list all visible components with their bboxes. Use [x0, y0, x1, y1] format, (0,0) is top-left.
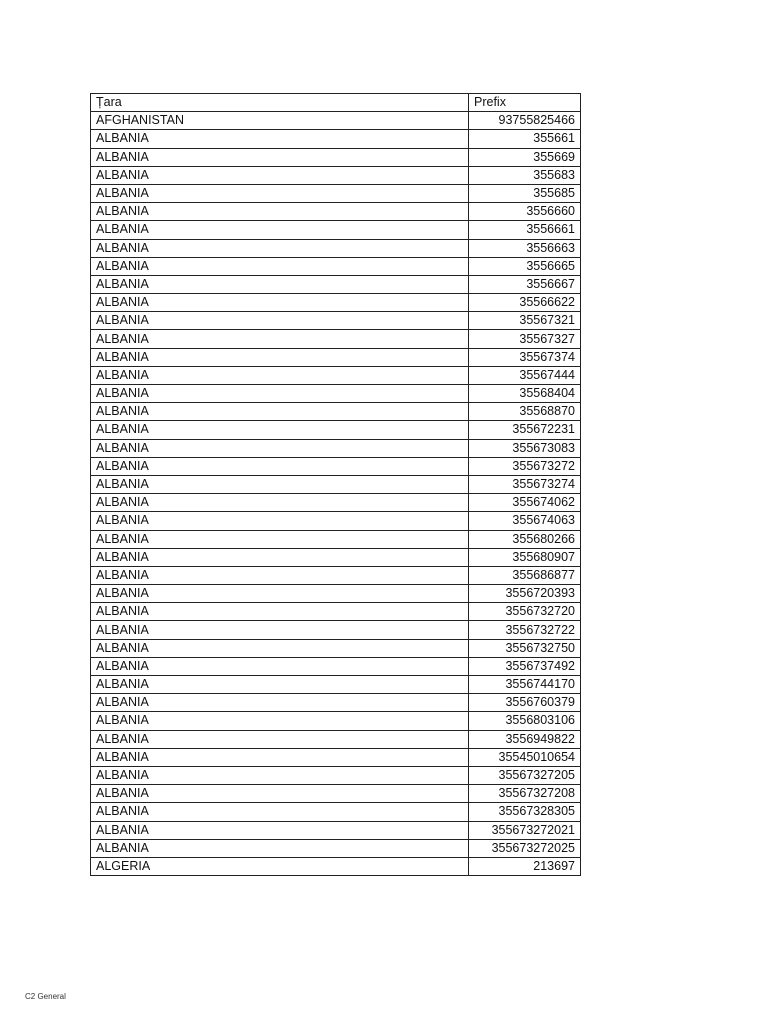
country-cell: ALBANIA — [91, 730, 469, 748]
country-cell: ALBANIA — [91, 657, 469, 675]
prefix-cell: 35545010654 — [469, 748, 581, 766]
table-row — [91, 184, 581, 202]
prefix-cell: 35567327 — [469, 330, 581, 348]
country-cell: ALBANIA — [91, 694, 469, 712]
table-row — [91, 785, 581, 803]
prefix-cell: 355680907 — [469, 548, 581, 566]
country-cell: ALBANIA — [91, 639, 469, 657]
country-cell: ALBANIA — [91, 403, 469, 421]
table-row — [91, 275, 581, 293]
prefix-cell: 3556663 — [469, 239, 581, 257]
country-cell: ALGERIA — [91, 857, 469, 875]
table-row — [91, 130, 581, 148]
prefix-cell: 355686877 — [469, 566, 581, 584]
classification-label: C2 General — [25, 992, 66, 1001]
country-cell: ALBANIA — [91, 457, 469, 475]
table-body — [91, 112, 581, 876]
table-row — [91, 548, 581, 566]
prefix-cell: 355673272025 — [469, 839, 581, 857]
prefix-cell: 3556661 — [469, 221, 581, 239]
country-cell: AFGHANISTAN — [91, 112, 469, 130]
prefix-cell: 3556665 — [469, 257, 581, 275]
table-row — [91, 221, 581, 239]
table-row — [91, 803, 581, 821]
prefix-cell: 3556732722 — [469, 621, 581, 639]
prefix-cell: 355672231 — [469, 421, 581, 439]
prefix-cell: 355673272 — [469, 457, 581, 475]
table-row — [91, 457, 581, 475]
country-cell: ALBANIA — [91, 512, 469, 530]
country-cell: ALBANIA — [91, 585, 469, 603]
country-cell: ALBANIA — [91, 839, 469, 857]
prefix-cell: 3556660 — [469, 203, 581, 221]
country-cell: ALBANIA — [91, 257, 469, 275]
table-row — [91, 257, 581, 275]
prefix-cell: 355673083 — [469, 439, 581, 457]
table-row — [91, 839, 581, 857]
country-cell: ALBANIA — [91, 439, 469, 457]
table-row — [91, 403, 581, 421]
prefix-cell: 3556737492 — [469, 657, 581, 675]
country-cell: ALBANIA — [91, 275, 469, 293]
table-row — [91, 585, 581, 603]
table-row — [91, 766, 581, 784]
table-row — [91, 512, 581, 530]
country-cell: ALBANIA — [91, 548, 469, 566]
country-cell: ALBANIA — [91, 130, 469, 148]
prefix-cell: 3556760379 — [469, 694, 581, 712]
table-row — [91, 676, 581, 694]
table-row — [91, 348, 581, 366]
prefix-cell: 355669 — [469, 148, 581, 166]
prefix-cell: 355680266 — [469, 530, 581, 548]
table-row — [91, 148, 581, 166]
country-cell: ALBANIA — [91, 712, 469, 730]
country-cell: ALBANIA — [91, 530, 469, 548]
prefix-cell: 355673272021 — [469, 821, 581, 839]
prefix-cell: 35567321 — [469, 312, 581, 330]
country-cell: ALBANIA — [91, 676, 469, 694]
prefix-cell: 355674062 — [469, 494, 581, 512]
table-row — [91, 294, 581, 312]
prefix-cell: 3556949822 — [469, 730, 581, 748]
prefix-cell: 355661 — [469, 130, 581, 148]
table-row — [91, 475, 581, 493]
country-cell: ALBANIA — [91, 239, 469, 257]
prefix-cell: 355673274 — [469, 475, 581, 493]
prefix-cell: 35567327208 — [469, 785, 581, 803]
country-cell: ALBANIA — [91, 312, 469, 330]
prefix-cell: 3556744170 — [469, 676, 581, 694]
table-row — [91, 657, 581, 675]
table-row — [91, 603, 581, 621]
table-row — [91, 385, 581, 403]
table-row — [91, 203, 581, 221]
prefix-cell: 3556732750 — [469, 639, 581, 657]
table-row — [91, 639, 581, 657]
prefix-cell: 3556732720 — [469, 603, 581, 621]
prefix-cell: 35568870 — [469, 403, 581, 421]
country-cell: ALBANIA — [91, 366, 469, 384]
prefix-cell: 213697 — [469, 857, 581, 875]
prefix-cell: 35567374 — [469, 348, 581, 366]
prefix-cell: 35566622 — [469, 294, 581, 312]
table-row — [91, 712, 581, 730]
prefix-cell: 35567328305 — [469, 803, 581, 821]
table-row — [91, 694, 581, 712]
prefix-cell: 35567444 — [469, 366, 581, 384]
table-row — [91, 730, 581, 748]
table-row — [91, 821, 581, 839]
table-row — [91, 566, 581, 584]
country-cell: ALBANIA — [91, 421, 469, 439]
country-cell: ALBANIA — [91, 785, 469, 803]
country-cell: ALBANIA — [91, 348, 469, 366]
column-header-country: Țara — [91, 94, 469, 112]
country-cell: ALBANIA — [91, 203, 469, 221]
table-row — [91, 857, 581, 875]
table-header-row — [91, 94, 581, 112]
prefix-cell: 355674063 — [469, 512, 581, 530]
table-row — [91, 530, 581, 548]
country-cell: ALBANIA — [91, 566, 469, 584]
country-cell: ALBANIA — [91, 621, 469, 639]
table-row — [91, 112, 581, 130]
country-cell: ALBANIA — [91, 148, 469, 166]
prefix-cell: 93755825466 — [469, 112, 581, 130]
country-cell: ALBANIA — [91, 166, 469, 184]
table-row — [91, 494, 581, 512]
country-cell: ALBANIA — [91, 294, 469, 312]
country-cell: ALBANIA — [91, 330, 469, 348]
country-cell: ALBANIA — [91, 475, 469, 493]
country-cell: ALBANIA — [91, 494, 469, 512]
table-row — [91, 312, 581, 330]
table-row — [91, 330, 581, 348]
table-row — [91, 239, 581, 257]
country-cell: ALBANIA — [91, 803, 469, 821]
table-row — [91, 421, 581, 439]
country-cell: ALBANIA — [91, 603, 469, 621]
country-cell: ALBANIA — [91, 385, 469, 403]
table-row — [91, 166, 581, 184]
table-row — [91, 439, 581, 457]
prefix-cell: 3556720393 — [469, 585, 581, 603]
country-prefix-table — [90, 93, 581, 876]
prefix-cell: 355683 — [469, 166, 581, 184]
country-cell: ALBANIA — [91, 221, 469, 239]
country-cell: ALBANIA — [91, 821, 469, 839]
prefix-cell: 3556803106 — [469, 712, 581, 730]
table-row — [91, 621, 581, 639]
column-header-prefix: Prefix — [469, 94, 581, 112]
prefix-cell: 355685 — [469, 184, 581, 202]
country-cell: ALBANIA — [91, 184, 469, 202]
country-cell: ALBANIA — [91, 766, 469, 784]
table-row — [91, 748, 581, 766]
prefix-cell: 35568404 — [469, 385, 581, 403]
prefix-cell: 35567327205 — [469, 766, 581, 784]
country-cell: ALBANIA — [91, 748, 469, 766]
table-row — [91, 366, 581, 384]
prefix-cell: 3556667 — [469, 275, 581, 293]
